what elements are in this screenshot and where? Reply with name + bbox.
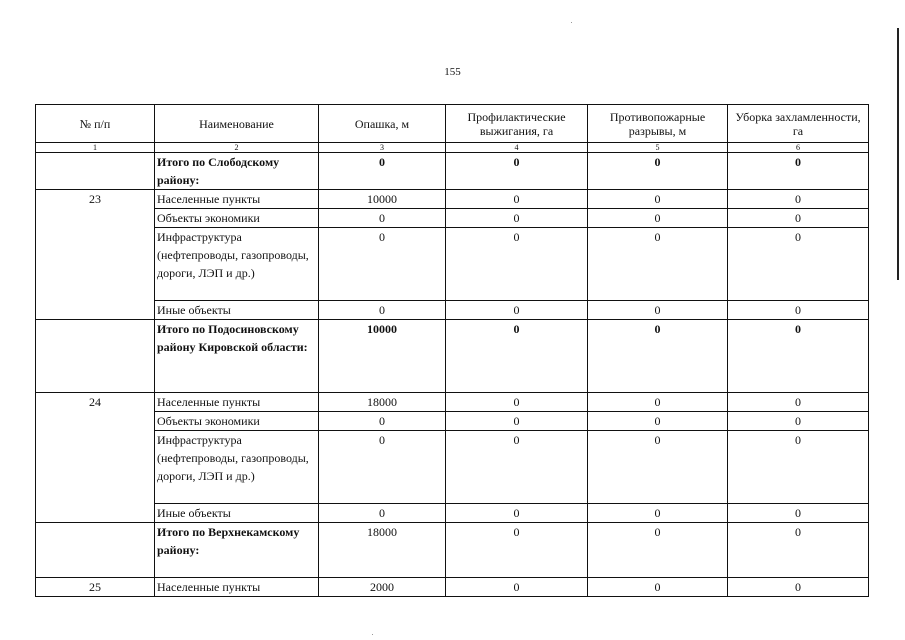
cell-num: 25 (36, 578, 155, 597)
cell-burning: 0 (446, 320, 588, 393)
cell-num: 24 (36, 393, 155, 523)
cell-burning: 0 (446, 504, 588, 523)
cell-name: Итого по Слободскому району: (155, 153, 319, 190)
cell-cleanup: 0 (728, 578, 869, 597)
cell-plowing: 0 (319, 209, 446, 228)
cell-plowing: 18000 (319, 393, 446, 412)
table-row-total (36, 153, 869, 190)
header-name: Наименование (155, 105, 319, 143)
column-number: 5 (588, 143, 728, 153)
header-plowing: Опашка, м (319, 105, 446, 143)
cell-cleanup: 0 (728, 190, 869, 209)
cell-firebreaks: 0 (588, 431, 728, 504)
column-number: 3 (319, 143, 446, 153)
cell-plowing: 0 (319, 431, 446, 504)
cell-plowing: 2000 (319, 578, 446, 597)
cell-firebreaks: 0 (588, 320, 728, 393)
table-row (36, 504, 869, 523)
cell-name: Объекты экономики (155, 209, 319, 228)
cell-plowing: 18000 (319, 523, 446, 578)
cell-firebreaks: 0 (588, 153, 728, 190)
cell-cleanup: 0 (728, 504, 869, 523)
cell-plowing: 10000 (319, 320, 446, 393)
column-number-row (36, 143, 869, 153)
cell-burning: 0 (446, 190, 588, 209)
cell-burning: 0 (446, 412, 588, 431)
table-row (36, 431, 869, 504)
cell-burning: 0 (446, 228, 588, 301)
table-body (36, 153, 869, 597)
column-number: 2 (155, 143, 319, 153)
cell-cleanup: 0 (728, 431, 869, 504)
column-number: 1 (36, 143, 155, 153)
header-burning: Профилактические выжигания, га (446, 105, 588, 143)
cell-name: Иные объекты (155, 301, 319, 320)
table-row (36, 301, 869, 320)
table-row (36, 190, 869, 209)
cell-burning: 0 (446, 431, 588, 504)
table-row (36, 578, 869, 597)
cell-plowing: 0 (319, 301, 446, 320)
cell-cleanup: 0 (728, 393, 869, 412)
cell-name: Населенные пункты (155, 578, 319, 597)
scan-speck (571, 22, 572, 23)
cell-plowing: 0 (319, 412, 446, 431)
page-number: 155 (444, 66, 461, 78)
table-row-total (36, 523, 869, 578)
table-row (36, 412, 869, 431)
cell-firebreaks: 0 (588, 523, 728, 578)
table-row (36, 228, 869, 301)
cell-firebreaks: 0 (588, 228, 728, 301)
cell-name: Иные объекты (155, 504, 319, 523)
report-table (35, 104, 869, 597)
cell-cleanup: 0 (728, 320, 869, 393)
cell-burning: 0 (446, 153, 588, 190)
cell-name: Объекты экономики (155, 412, 319, 431)
cell-cleanup: 0 (728, 209, 869, 228)
cell-plowing: 0 (319, 504, 446, 523)
cell-firebreaks: 0 (588, 504, 728, 523)
table-row-total (36, 320, 869, 393)
cell-firebreaks: 0 (588, 412, 728, 431)
cell-cleanup: 0 (728, 412, 869, 431)
cell-firebreaks: 0 (588, 301, 728, 320)
header-firebreaks: Противопожарные разрывы, м (588, 105, 728, 143)
cell-name: Итого по Подосиновскому району Кировской области: (155, 320, 319, 393)
scan-speck (372, 634, 373, 635)
cell-firebreaks: 0 (588, 393, 728, 412)
cell-name: Инфраструктура (нефтепроводы, газопроводы, дороги, ЛЭП и др.) (155, 228, 319, 301)
column-number: 4 (446, 143, 588, 153)
cell-burning: 0 (446, 301, 588, 320)
cell-plowing: 0 (319, 153, 446, 190)
cell-name: Инфраструктура (нефтепроводы, газопроводы, дороги, ЛЭП и др.) (155, 431, 319, 504)
cell-plowing: 10000 (319, 190, 446, 209)
table-row (36, 393, 869, 412)
column-number: 6 (728, 143, 869, 153)
header-cleanup: Уборка захламленности, га (728, 105, 869, 143)
cell-num (36, 153, 155, 190)
cell-firebreaks: 0 (588, 190, 728, 209)
cell-name: Населенные пункты (155, 393, 319, 412)
cell-cleanup: 0 (728, 153, 869, 190)
cell-num: 23 (36, 190, 155, 320)
cell-burning: 0 (446, 578, 588, 597)
cell-num (36, 523, 155, 578)
cell-plowing: 0 (319, 228, 446, 301)
table-row (36, 209, 869, 228)
cell-cleanup: 0 (728, 228, 869, 301)
header-row (36, 105, 869, 143)
cell-burning: 0 (446, 523, 588, 578)
header-num: № п/п (36, 105, 155, 143)
cell-firebreaks: 0 (588, 209, 728, 228)
scan-edge-line (897, 28, 899, 280)
cell-burning: 0 (446, 209, 588, 228)
cell-num (36, 320, 155, 393)
cell-firebreaks: 0 (588, 578, 728, 597)
cell-cleanup: 0 (728, 523, 869, 578)
cell-name: Итого по Верхнекамскому району: (155, 523, 319, 578)
cell-cleanup: 0 (728, 301, 869, 320)
cell-name: Населенные пункты (155, 190, 319, 209)
cell-burning: 0 (446, 393, 588, 412)
